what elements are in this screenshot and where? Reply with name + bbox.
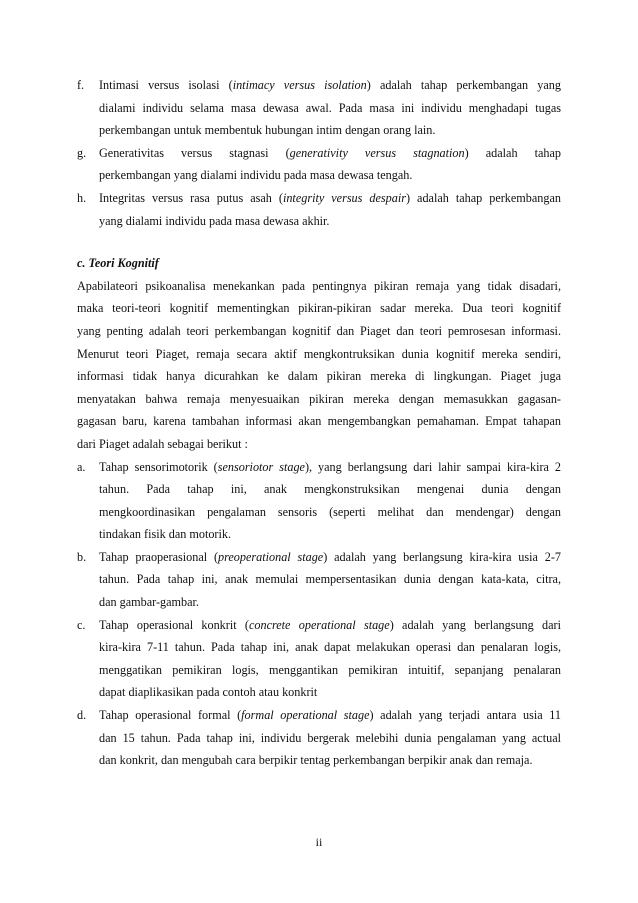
italic-term: concrete operational stage	[248, 617, 390, 632]
italic-term: generativity versus stagnation	[289, 145, 465, 160]
paragraph-line: maka teori-teori kognitif mementingkan pikiran-pikiran sadar mereka. Dua teori kognitif	[77, 301, 561, 316]
text-segment: perkembangan untuk membentuk hubungan intim dengan orang lain.	[99, 123, 436, 138]
list-item-line	[77, 142, 561, 165]
text-segment: Tahap praoperasional (	[99, 549, 219, 564]
paragraph-line: yang penting adalah teori perkembangan kognitif dan Piaget dan teori pemrosesan informasi.	[77, 323, 561, 338]
text-segment: dapat diaplikasikan pada contoh atau konkrit	[99, 685, 318, 700]
text-segment: menggatikan pemikiran logis, menggantikan pemikiran intuitif, sepanjang penalaran	[99, 662, 561, 677]
list-item-text	[99, 546, 561, 569]
text-segment: Integritas versus rasa putus asah (	[99, 190, 283, 205]
list-item-text	[99, 704, 561, 727]
list-item-line	[77, 568, 561, 591]
list-marker: c.	[77, 617, 86, 632]
italic-term: intimacy versus isolation	[232, 78, 367, 92]
list-item-line	[77, 97, 561, 120]
list-item-line	[77, 501, 561, 524]
list-item-line	[77, 704, 561, 727]
list-item-line	[77, 546, 561, 569]
list-item-text	[99, 614, 561, 637]
paragraph-line: dari Piaget adalah sebagai berikut :	[77, 436, 248, 451]
italic-term: sensoriotor stage	[217, 459, 305, 474]
paragraph-line: informasi tidak hanya dicurahkan ke dalam pikiran mereka di lingkungan. Piaget juga	[77, 369, 561, 384]
italic-term: preoperational stage	[218, 549, 324, 564]
list-item-text	[99, 187, 561, 210]
text-segment: perkembangan yang dialami individu pada masa dewasa tengah.	[99, 168, 413, 183]
list-item-line	[77, 659, 561, 682]
list-item-text	[99, 74, 561, 97]
text-segment: dan konkrit, dan mengubah cara berpikir tentag perkembangan berpikir anak dan remaja.	[99, 753, 533, 768]
list-item-text	[99, 456, 561, 479]
paragraph-line: Apabilateori psikoanalisa menekankan pada pentingnya pikiran remaja yang tidak disadari,	[77, 278, 561, 293]
list-item-line	[77, 210, 561, 233]
list-item-line	[77, 636, 561, 659]
text-segment: dialami individu selama masa dewasa awal. Pada masa ini individu menghadapi tugas	[99, 100, 561, 115]
stages-list-continued	[77, 74, 561, 232]
text-segment: ), yang berlangsung dari lahir sampai kira-kira 2	[304, 459, 561, 474]
list-item-line	[77, 749, 561, 772]
text-segment: ) adalah yang terjadi antara usia 11	[369, 708, 561, 723]
body-paragraph	[77, 275, 561, 456]
list-item-line	[77, 456, 561, 479]
page-number: ii	[315, 835, 323, 849]
text-segment: ) adalah tahap perkembangan	[405, 190, 561, 205]
italic-term: integrity versus despair	[282, 190, 406, 205]
text-segment: ) adalah yang berlangsung kira-kira usia 2-7	[323, 549, 561, 564]
paragraph-line: menyatakan bahwa remaja menyesuaikan pikiran mereka dengan memasukkan gagasan-	[77, 391, 561, 406]
list-marker: b.	[77, 549, 87, 564]
piaget-stages-list	[77, 456, 561, 772]
text-segment: ) adalah tahap perkembangan yang	[366, 78, 561, 92]
text-segment: tindakan fisik dan motorik.	[99, 527, 232, 542]
text-segment: kira-kira 7-11 tahun. Pada tahap ini, anak dapat melakukan operasi dan penalaran logis,	[99, 640, 561, 655]
text-segment: dan 15 tahun. Pada tahap ini, individu bergerak melebihi dunia pengalaman yang actual	[99, 730, 561, 745]
list-item-text	[99, 142, 561, 165]
text-segment: Generativitas versus stagnasi (	[99, 145, 290, 160]
text-segment: ) adalah tahap	[464, 145, 561, 160]
italic-term: formal operational stage	[241, 708, 370, 723]
text-segment: Tahap sensorimotorik (	[99, 459, 218, 474]
list-marker: a.	[77, 459, 86, 474]
text-segment: ) adalah yang berlangsung dari	[389, 617, 561, 632]
text-segment: dan gambar-gambar.	[99, 595, 199, 610]
text-segment: tahun. Pada tahap ini, anak mengkonstruksikan mengenai dunia dengan	[99, 482, 561, 497]
list-item-line	[77, 164, 561, 187]
list-marker: h.	[77, 190, 87, 205]
paragraph-line: gagasan baru, karena tambahan informasi akan mengembangkan pemahaman. Empat tahapan	[77, 414, 561, 429]
section-heading: c. Teori Kognitif	[77, 256, 159, 271]
list-item-line	[77, 187, 561, 210]
text-segment: tahun. Pada tahap ini, anak memulai mempersentasikan dunia dengan kata-kata, citra,	[99, 572, 561, 587]
list-item-line	[77, 591, 561, 614]
list-item-line	[77, 523, 561, 546]
page-content	[77, 74, 561, 772]
text-segment: yang dialami individu pada masa dewasa akhir.	[99, 213, 330, 228]
text-segment: Intimasi versus isolasi (	[99, 78, 233, 92]
list-item-line	[77, 478, 561, 501]
text-segment: Tahap operasional konkrit (	[99, 617, 249, 632]
list-item-line	[77, 614, 561, 637]
list-item-line	[77, 681, 561, 704]
list-marker: f.	[77, 78, 85, 92]
list-item-line	[77, 727, 561, 750]
list-marker: d.	[77, 708, 87, 723]
list-marker: g.	[77, 145, 87, 160]
list-item-line	[77, 74, 561, 97]
list-item-line	[77, 119, 561, 142]
text-segment: mengkoordinasikan pengalaman sensoris (seperti melihat dan mendengar) dengan	[99, 504, 561, 519]
paragraph-line: Menurut teori Piaget, remaja secara aktif mengkontruksikan dunia kognitif mereka sendiri,	[77, 346, 561, 361]
text-segment: Tahap operasional formal (	[99, 708, 242, 723]
